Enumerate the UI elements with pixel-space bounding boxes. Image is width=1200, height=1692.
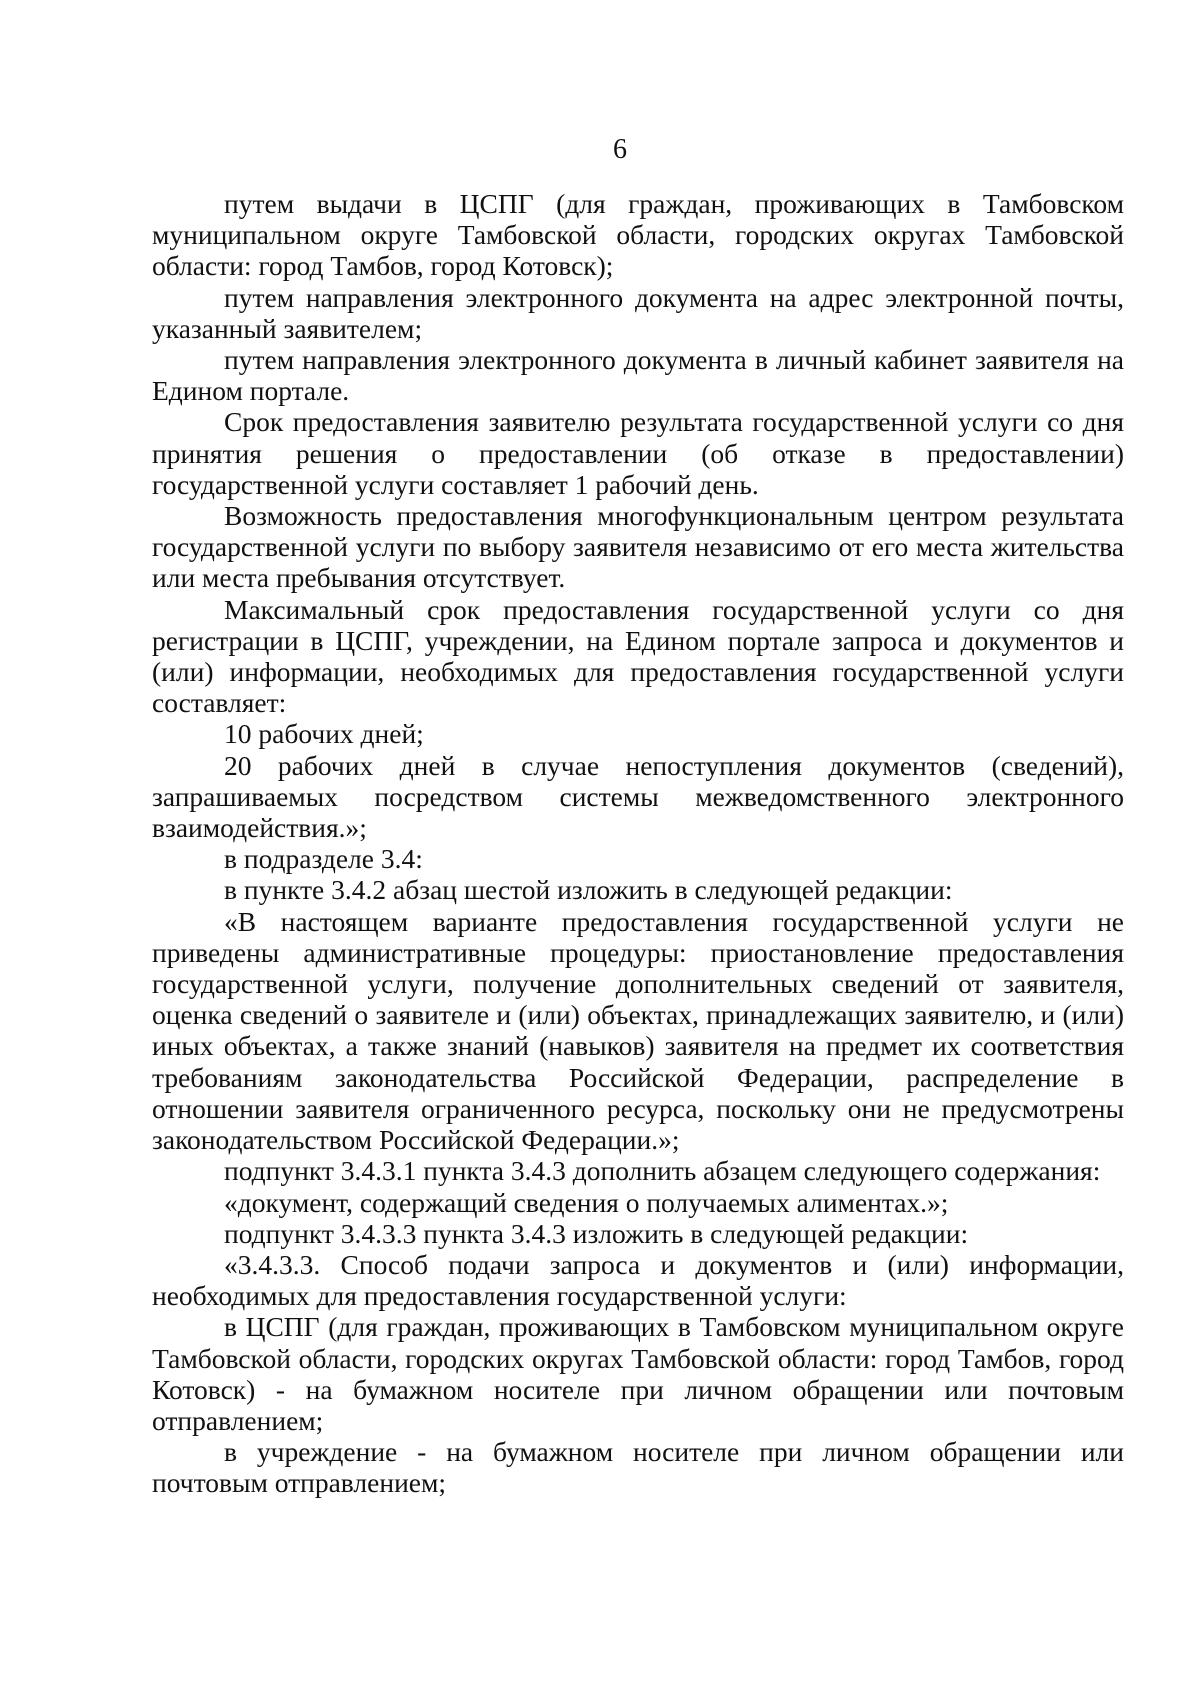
paragraph: путем выдачи в ЦСПГ (для граждан, проживающих в Тамбовском муниципальном округе Тамбовской области, городских округах Тамбовской области: город Тамбов, город Котовск); — [152, 188, 1124, 282]
document-body — [152, 188, 1124, 1499]
paragraph: в ЦСПГ (для граждан, проживающих в Тамбовском муниципальном округе Тамбовской области, городских округах Тамбовской области: город Тамбов, город Котовск) - на бумажном носителе при личном обращении или почтовым отправлением; — [152, 1311, 1124, 1436]
paragraph: Возможность предоставления многофункциональным центром результата государственной услуги по выбору заявителя независимо от его места жительства или места пребывания отсутствует. — [152, 500, 1124, 594]
page-number: 6 — [613, 134, 627, 165]
paragraph: Срок предоставления заявителю результата государственной услуги со дня принятия решения о предоставлении (об отказе в предоставлении) государственной услуги составляет 1 рабочий день. — [152, 406, 1124, 500]
paragraph: 20 рабочих дней в случае непоступления документов (сведений), запрашиваемых посредством системы межведомственного электронного взаимодействия.»; — [152, 749, 1124, 844]
paragraph: подпункт 3.4.3.3 пункта 3.4.3 изложить в следующей редакции: — [224, 1217, 969, 1249]
paragraph: путем направления электронного документа на адрес электронной почты, указанный заявителем; — [152, 281, 1124, 344]
paragraph: подпункт 3.4.3.1 пункта 3.4.3 дополнить абзацем следующего содержания: — [224, 1155, 1101, 1187]
paragraph: в подразделе 3.4: — [224, 843, 423, 875]
paragraph: путем направления электронного документа в личный кабинет заявителя на Едином портале. — [152, 344, 1124, 407]
paragraph: «документ, содержащий сведения о получаемых алиментах.»; — [224, 1186, 949, 1218]
paragraph: «В настоящем варианте предоставления государственной услуги не приведены административные процедуры: приостановление предоставления государственной услуги, получение дополнительных сведений от заявителя, оценка сведений о заявителе и (или) объектах, принадлежащих заявителю, и (или) иных объектах, а также знаний (навыков) заявителя на предмет их соответствия требованиям законодательства Российской Федерации, распределение в отношении заявителя ограниченного ресурса, поскольку они не предусмотрены законодательством Российской Федерации.»; — [152, 905, 1124, 1156]
paragraph: в учреждение - на бумажном носителе при личном обращении или почтовым отправлением; — [152, 1436, 1124, 1499]
paragraph: в пункте 3.4.2 абзац шестой изложить в следующей редакции: — [224, 874, 953, 906]
paragraph: 10 рабочих дней; — [224, 718, 424, 750]
paragraph: Максимальный срок предоставления государственной услуги со дня регистрации в ЦСПГ, учреждении, на Едином портале запроса и документов и (или) информации, необходимых для предоставления государственной услуги составляет: — [152, 593, 1124, 719]
paragraph: «3.4.3.3. Способ подачи запроса и документов и (или) информации, необходимых для предоставления государственной услуги: — [152, 1248, 1124, 1312]
